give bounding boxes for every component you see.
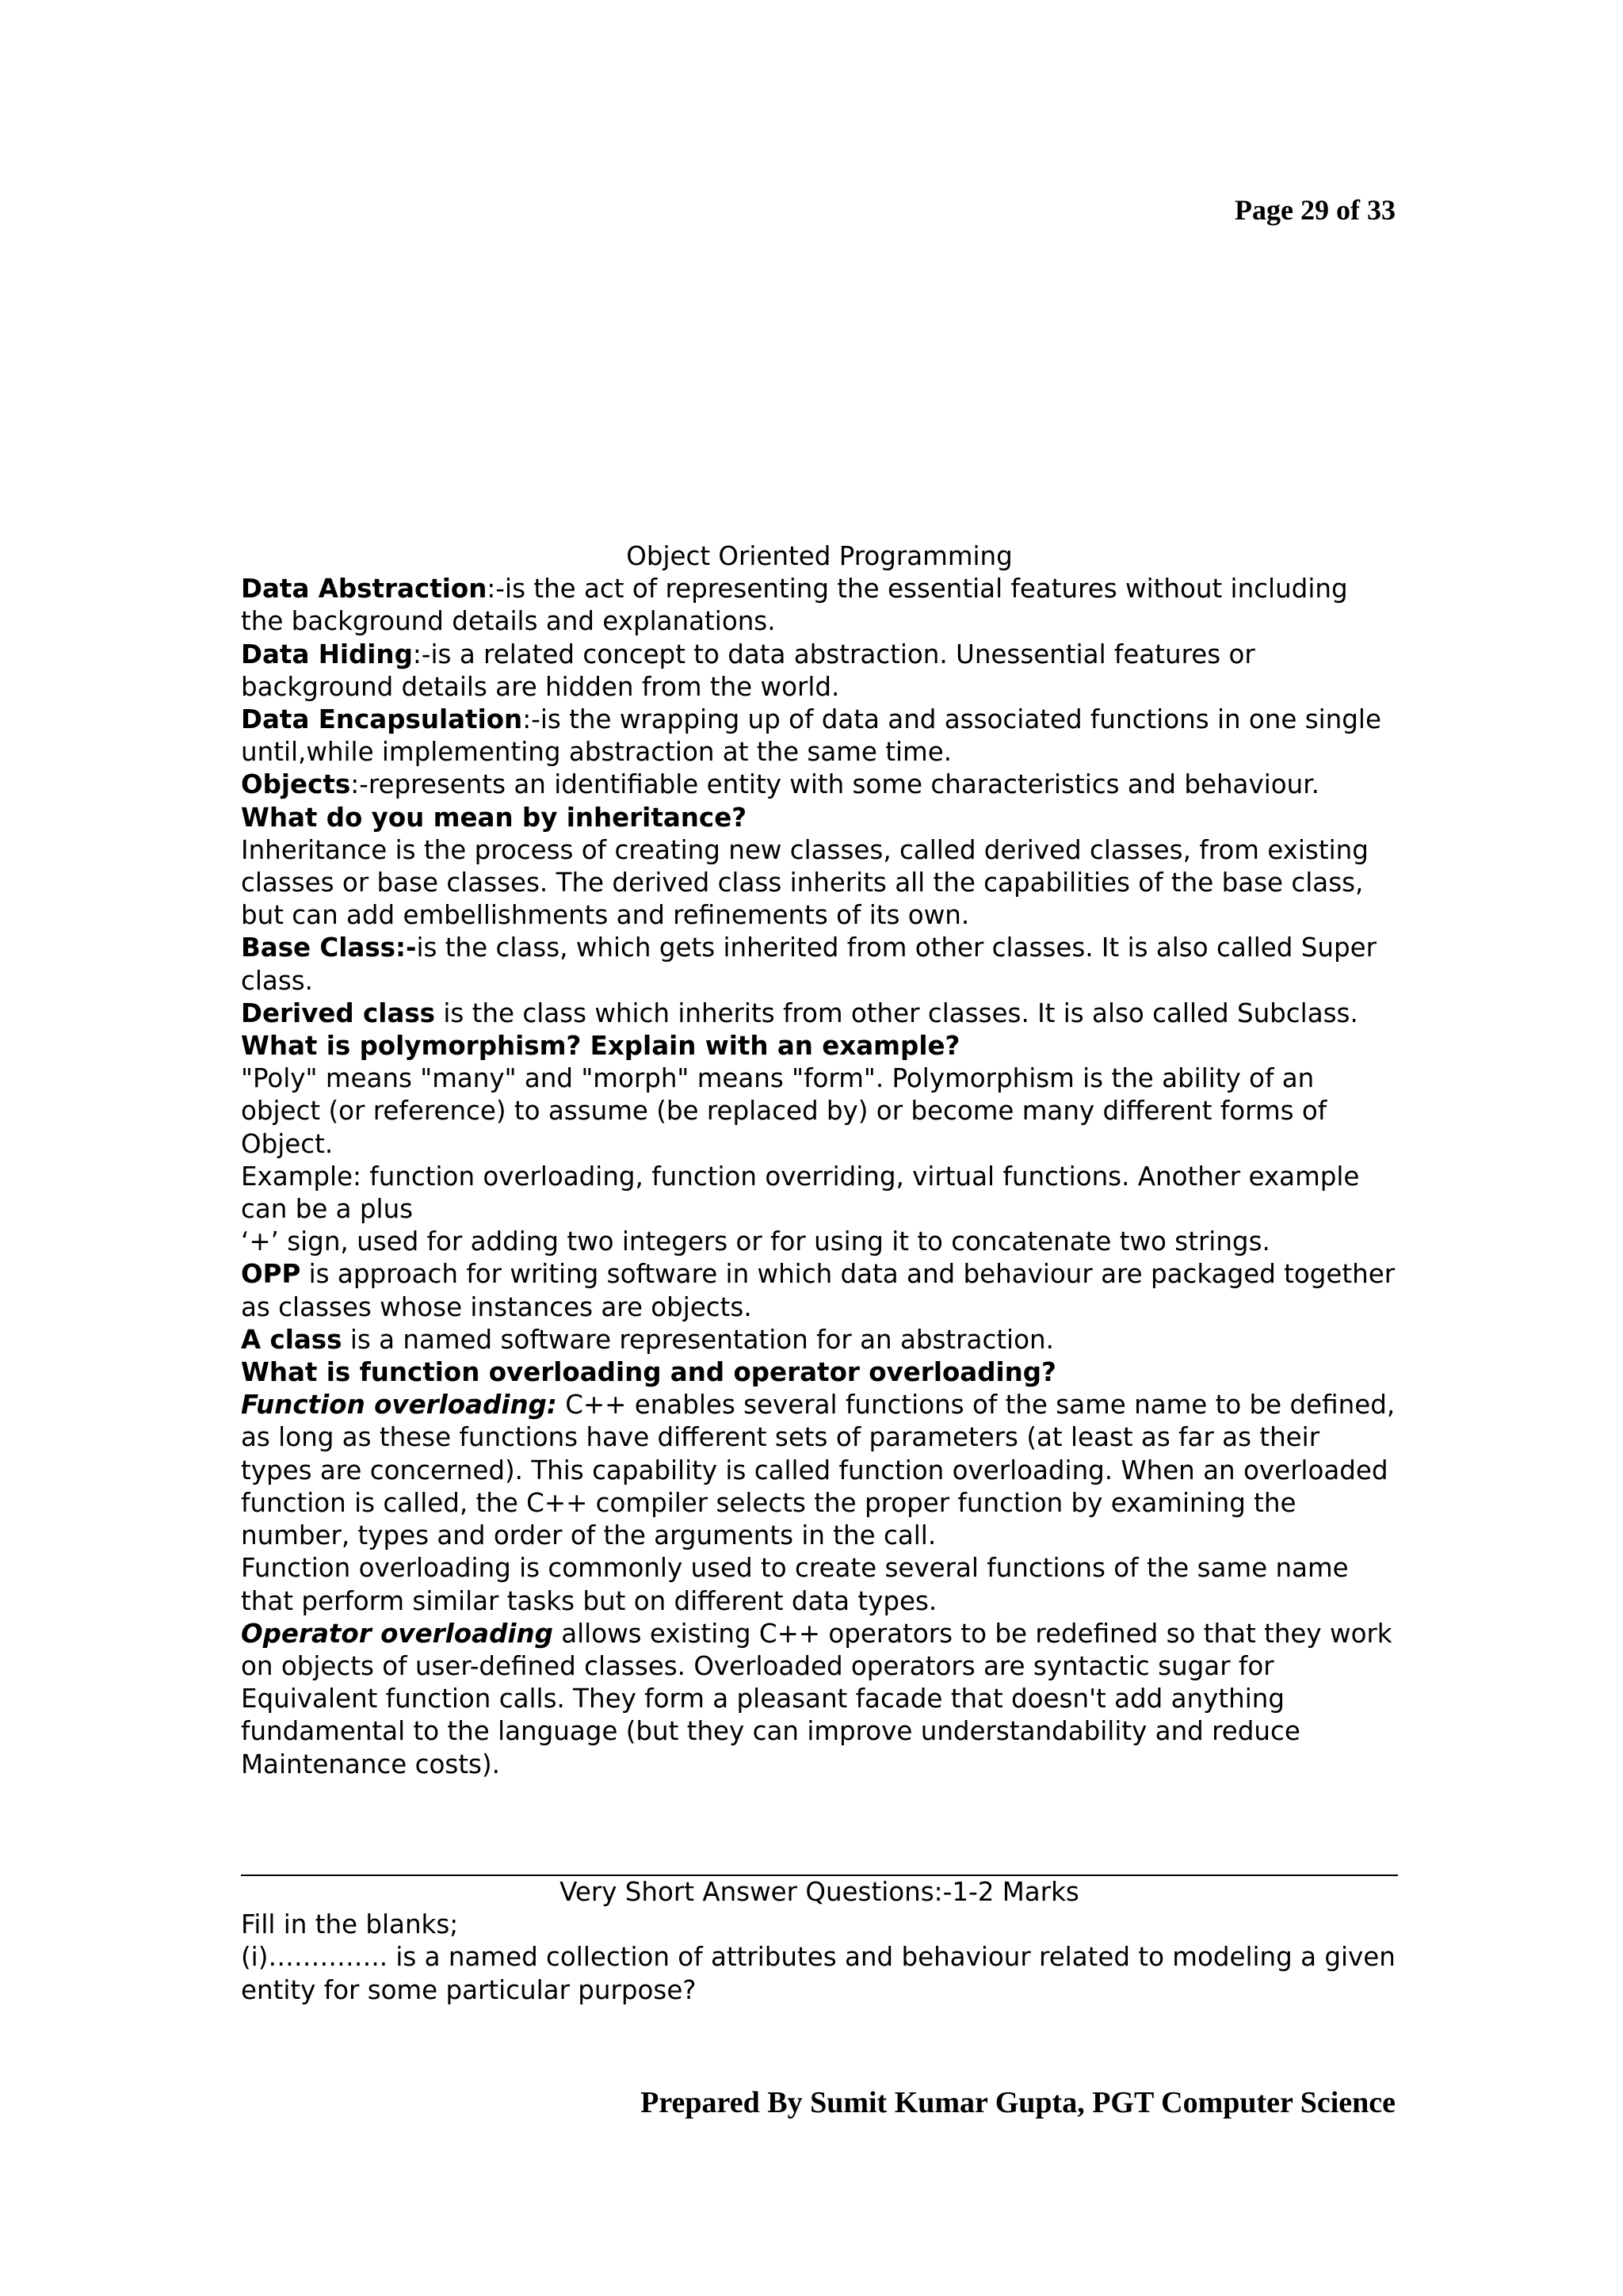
definition-text: C++ enables several functions of the same name to be defined, as long as these functions have different sets of parameters (at least as far as their types are concerned). This capability is called function overloading. When an overloaded function is called, the C++ compiler selects the proper function by examining the number, types and order of the arguments in the call. xyxy=(241,1390,1396,1551)
term: Operator overloading xyxy=(241,1618,553,1649)
definition-data-hiding xyxy=(241,639,1398,704)
definition-text: :-is a related concept to data abstraction. Unessential features or background details are hidden from the world. xyxy=(241,639,1255,702)
definition-a-class xyxy=(241,1324,1398,1356)
term: Data Abstraction xyxy=(241,574,487,605)
term: OPP xyxy=(241,1259,301,1290)
term: Base Class:- xyxy=(241,933,417,963)
question-item: (i)………….. is a named collection of attributes and behaviour related to modeling a given entity for some particular purpose? xyxy=(241,1942,1396,2005)
term: Derived class xyxy=(241,997,436,1028)
answer-function-overloading xyxy=(241,1389,1398,1552)
polymorphism-example: Example: function overloading, function overriding, virtual functions. Another example can be a plus xyxy=(241,1161,1360,1225)
term: Data Hiding xyxy=(241,639,413,669)
definition-text: is the class, which gets inherited from other classes. It is also called Super class. xyxy=(241,933,1377,996)
definition-text: is a named software representation for an abstraction. xyxy=(342,1324,1054,1355)
term: Function overloading: xyxy=(241,1390,557,1421)
polymorphism-example-continued: ‘+’ sign, used for adding two integers or for using it to concatenate two strings. xyxy=(241,1226,1270,1257)
definition-text: :-is the act of representing the essential features without including the background details and explanations. xyxy=(241,574,1348,637)
questions-section xyxy=(241,1876,1398,2007)
questions-title: Very Short Answer Questions:-1-2 Marks xyxy=(559,1877,1079,1907)
term: Data Encapsulation xyxy=(241,704,523,735)
answer-inheritance: Inheritance is the process of creating new classes, called derived classes, from existing classes or base classes. The derived class inherits all the capabilities of the base class, but can add embellishments and refinements of its own. xyxy=(241,834,1369,931)
main-content xyxy=(241,540,1398,1781)
question-polymorphism: What is polymorphism? Explain with an example? xyxy=(241,1031,960,1062)
definition-base-class xyxy=(241,932,1398,997)
definition-text: :-represents an identifiable entity with some characteristics and behaviour. xyxy=(350,769,1319,800)
definition-text: is the class which inherits from other classes. It is also called Subclass. xyxy=(435,997,1358,1028)
function-overloading-usage: Function overloading is commonly used to create several functions of the same name that perform similar tasks but on different data types. xyxy=(241,1553,1349,1616)
section-title: Object Oriented Programming xyxy=(626,541,1013,571)
term: A class xyxy=(241,1324,342,1355)
definition-objects xyxy=(241,769,1398,801)
answer-operator-overloading xyxy=(241,1618,1398,1781)
definition-data-abstraction xyxy=(241,573,1398,638)
term: Objects xyxy=(241,769,351,800)
definition-opp xyxy=(241,1258,1398,1323)
footer-credit: Prepared By Sumit Kumar Gupta, PGT Computer Science xyxy=(640,2086,1396,2119)
definition-derived-class xyxy=(241,997,1398,1030)
answer-polymorphism: "Poly" means "many" and "morph" means "form". Polymorphism is the ability of an object (or reference) to assume (be replaced by) or become many different forms of Object. xyxy=(241,1063,1327,1159)
question-inheritance: What do you mean by inheritance? xyxy=(241,802,747,833)
question-overloading: What is function overloading and operator overloading? xyxy=(241,1357,1056,1388)
questions-instruction: Fill in the blanks; xyxy=(241,1909,459,1940)
page-number: Page 29 of 33 xyxy=(1235,194,1396,226)
definition-data-encapsulation xyxy=(241,704,1398,769)
definition-text: allows existing C++ operators to be redefined so that they work on objects of user-defined classes. Overloaded operators are syntactic sugar for Equivalent function calls. They form a pleasant facade that doesn't add anything fundamental to the language (but they can improve understandability and reduce Maintenance costs). xyxy=(241,1618,1392,1779)
definition-text: :-is the wrapping up of data and associated functions in one single until,while implementing abstraction at the same time. xyxy=(241,704,1381,768)
definition-text: is approach for writing software in which data and behaviour are packaged together as classes whose instances are objects. xyxy=(241,1259,1396,1322)
